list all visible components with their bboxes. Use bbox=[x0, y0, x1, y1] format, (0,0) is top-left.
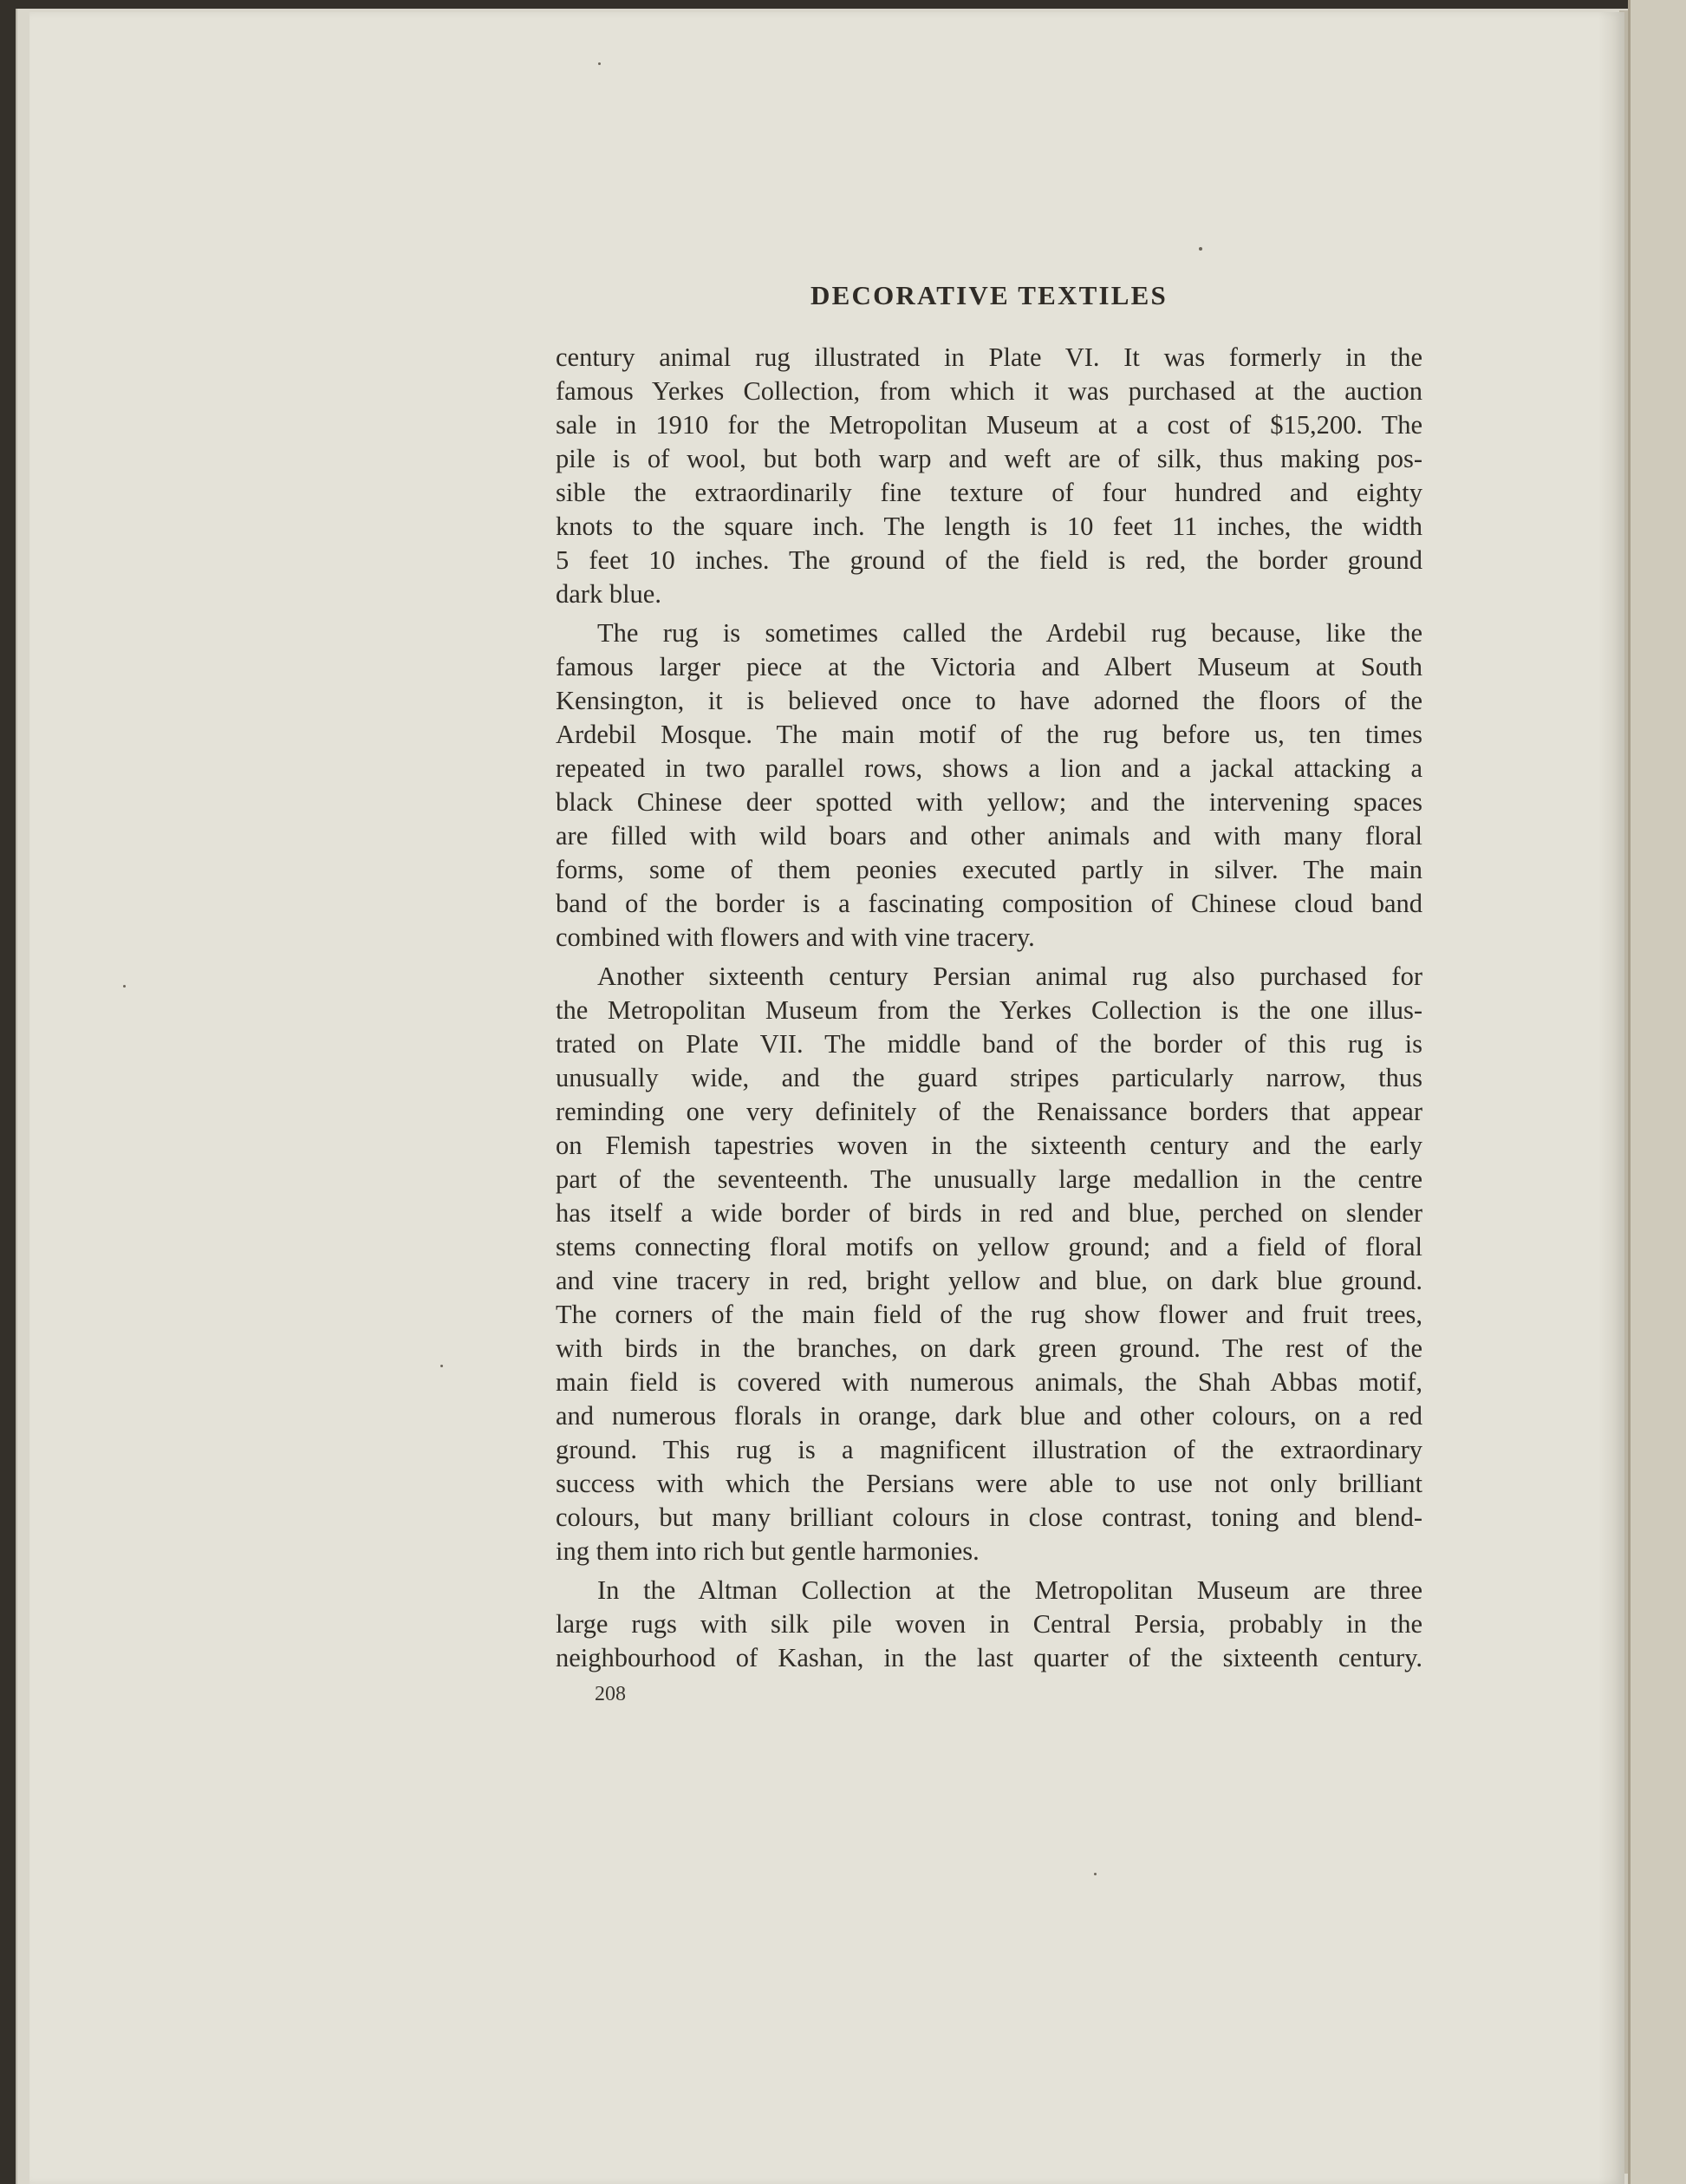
text-line: In the Altman Collection at the Metropolitan Museum are three bbox=[597, 1575, 1422, 1605]
text-line: reminding one very definitely of the Renaissance borders that appear bbox=[556, 1097, 1422, 1126]
text-line: sible the extraordinarily fine texture of four hundred and eighty bbox=[556, 478, 1422, 507]
text-line: the Metropolitan Museum from the Yerkes Collection is the one illus- bbox=[556, 995, 1422, 1025]
text-line: Kensington, it is believed once to have adorned the floors of the bbox=[556, 686, 1422, 715]
text-line: sale in 1910 for the Metropolitan Museum at a cost of $15,200. The bbox=[556, 410, 1422, 440]
text-line: colours, but many brilliant colours in close contrast, toning and blend- bbox=[556, 1503, 1422, 1532]
paper-speck bbox=[123, 985, 126, 988]
text-line: neighbourhood of Kashan, in the last quarter of the sixteenth century. bbox=[556, 1643, 1422, 1672]
text-line: dark blue. bbox=[556, 579, 661, 609]
text-line: on Flemish tapestries woven in the sixteenth century and the early bbox=[556, 1131, 1422, 1160]
text-line: with birds in the branches, on dark green ground. The rest of the bbox=[556, 1333, 1422, 1363]
text-line: repeated in two parallel rows, shows a lion and a jackal attacking a bbox=[556, 753, 1422, 783]
text-line: ground. This rug is a magnificent illustration of the extraordinary bbox=[556, 1435, 1422, 1464]
text-line: band of the border is a fascinating composition of Chinese cloud band bbox=[556, 889, 1422, 918]
text-line: part of the seventeenth. The unusually large medallion in the centre bbox=[556, 1164, 1422, 1194]
text-line: trated on Plate VII. The middle band of the border of this rug is bbox=[556, 1029, 1422, 1059]
text-line: stems connecting floral motifs on yellow ground; and a field of floral bbox=[556, 1232, 1422, 1262]
text-line: black Chinese deer spotted with yellow; and the intervening spaces bbox=[556, 787, 1422, 817]
text-line: large rugs with silk pile woven in Central Persia, probably in the bbox=[556, 1609, 1422, 1639]
paper-speck bbox=[1094, 1873, 1097, 1875]
facing-page bbox=[1628, 0, 1686, 2184]
text-line: century animal rug illustrated in Plate VI. It was formerly in the bbox=[556, 342, 1422, 372]
gutter-shade bbox=[1598, 12, 1624, 2184]
text-line: 5 feet 10 inches. The ground of the field is red, the border ground bbox=[556, 545, 1422, 575]
text-line: famous larger piece at the Victoria and Albert Museum at South bbox=[556, 652, 1422, 681]
text-line: Another sixteenth century Persian animal rug also purchased for bbox=[597, 962, 1422, 991]
text-line: famous Yerkes Collection, from which it was purchased at the auction bbox=[556, 376, 1422, 406]
paper-speck bbox=[598, 62, 601, 65]
text-line: Ardebil Mosque. The main motif of the rug before us, ten times bbox=[556, 720, 1422, 749]
text-line: main field is covered with numerous animals, the Shah Abbas motif, bbox=[556, 1367, 1422, 1397]
text-line: forms, some of them peonies executed partly in silver. The main bbox=[556, 855, 1422, 884]
paper-speck bbox=[1199, 247, 1202, 251]
paper-speck bbox=[440, 1365, 443, 1367]
page-number: 208 bbox=[595, 1683, 626, 1705]
text-line: combined with flowers and with vine tracery. bbox=[556, 922, 1035, 952]
text-line: are filled with wild boars and other animals and with many floral bbox=[556, 821, 1422, 851]
text-line: has itself a wide border of birds in red and blue, perched on slender bbox=[556, 1198, 1422, 1228]
text-line: success with which the Persians were able to use not only brilliant bbox=[556, 1469, 1422, 1498]
text-line: and numerous florals in orange, dark blue and other colours, on a red bbox=[556, 1401, 1422, 1431]
text-line: pile is of wool, but both warp and weft are of silk, thus making pos- bbox=[556, 444, 1422, 473]
text-line: ing them into rich but gentle harmonies. bbox=[556, 1536, 980, 1566]
text-line: The rug is sometimes called the Ardebil rug because, like the bbox=[597, 618, 1422, 648]
text-line: The corners of the main field of the rug show flower and fruit trees, bbox=[556, 1300, 1422, 1329]
running-head: DECORATIVE TEXTILES bbox=[810, 280, 1168, 310]
text-line: knots to the square inch. The length is 10 feet 11 inches, the width bbox=[556, 512, 1422, 541]
text-line: and vine tracery in red, bright yellow and blue, on dark blue ground. bbox=[556, 1266, 1422, 1295]
text-line: unusually wide, and the guard stripes particularly narrow, thus bbox=[556, 1063, 1422, 1092]
